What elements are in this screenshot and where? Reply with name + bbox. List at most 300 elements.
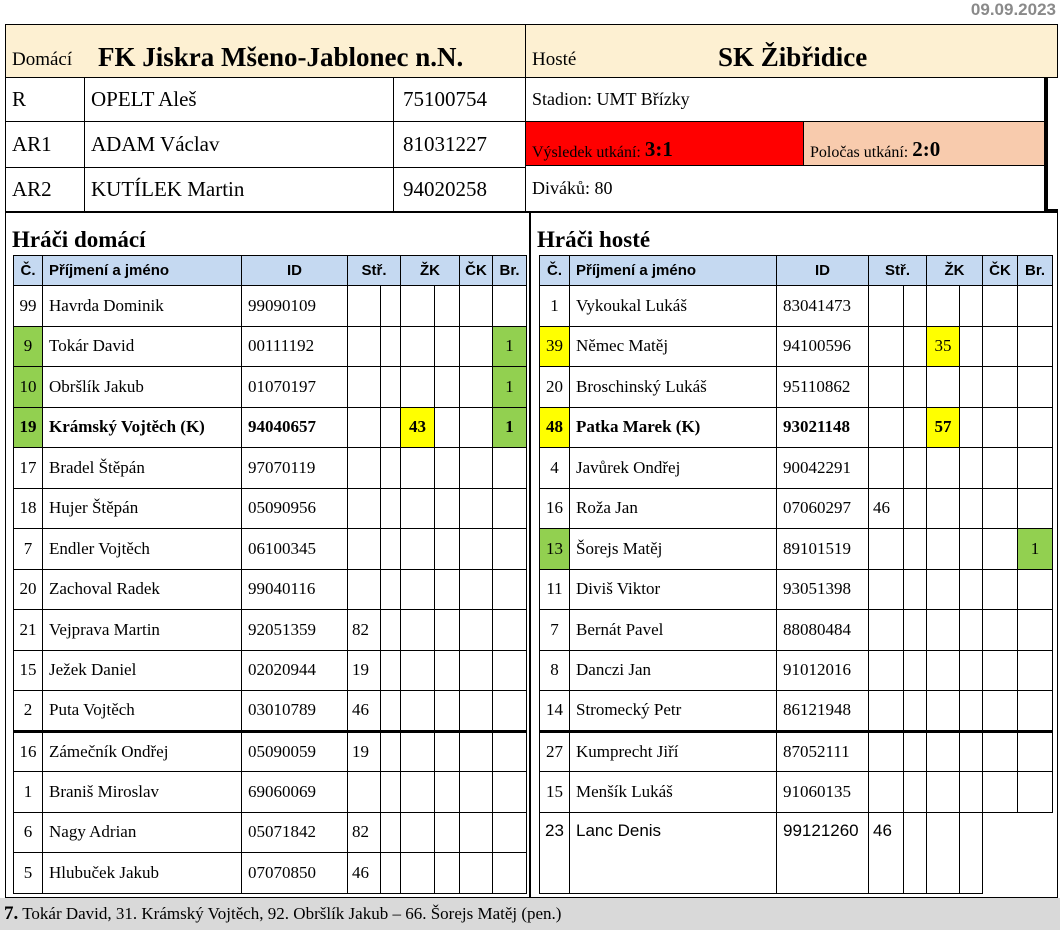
col-num: Č.	[540, 256, 570, 286]
player-second-yellow	[435, 691, 460, 732]
player-red-card	[460, 569, 493, 610]
player-goals	[1018, 367, 1053, 408]
player-row	[540, 326, 1053, 367]
result-label: Výsledek utkání:	[532, 144, 641, 161]
player-number: 15	[14, 650, 43, 691]
player-second-yellow	[960, 772, 983, 813]
sub-extra-cell	[904, 731, 927, 772]
player-goals	[1018, 772, 1053, 813]
player-red-card	[983, 367, 1018, 408]
sub-extra-cell	[904, 569, 927, 610]
home-players-title: Hráči domácí	[12, 227, 146, 252]
player-id: 05071842	[242, 812, 348, 853]
player-yellow-card	[927, 731, 960, 772]
sub-extra-cell	[381, 691, 401, 732]
player-row	[540, 286, 1053, 327]
player-name: Braniš Miroslav	[43, 772, 242, 813]
player-yellow-card	[401, 772, 435, 813]
player-yellow-card	[927, 610, 960, 651]
player-red-card	[983, 488, 1018, 529]
player-goals	[493, 610, 527, 651]
home-players-header-row	[14, 256, 527, 286]
player-number: 23	[540, 812, 570, 893]
player-number: 1	[540, 286, 570, 327]
sub-extra-cell	[904, 407, 927, 448]
player-row	[14, 367, 527, 408]
player-second-yellow	[960, 529, 983, 570]
player-row	[14, 448, 527, 489]
player-name: Havrda Dominik	[43, 286, 242, 327]
player-name: Puta Vojtěch	[43, 691, 242, 732]
player-id: 94100596	[777, 326, 869, 367]
player-name: Endler Vojtěch	[43, 529, 242, 570]
player-second-yellow	[435, 367, 460, 408]
col-name: Příjmení a jméno	[43, 256, 242, 286]
player-row	[540, 731, 1053, 772]
player-name: Vejprava Martin	[43, 610, 242, 651]
player-id: 06100345	[242, 529, 348, 570]
player-goals	[1018, 326, 1053, 367]
player-second-yellow	[960, 650, 983, 691]
player-goals: 1	[493, 326, 527, 367]
player-number: 8	[540, 650, 570, 691]
player-id: 05090956	[242, 488, 348, 529]
sub-extra-cell	[904, 488, 927, 529]
player-id: 01070197	[242, 367, 348, 408]
player-id: 02020944	[242, 650, 348, 691]
player-sub-minute	[869, 529, 904, 570]
player-number: 17	[14, 448, 43, 489]
home-team-header	[5, 24, 526, 78]
player-name: Zámečník Ondřej	[43, 731, 242, 772]
player-number: 20	[540, 367, 570, 408]
player-sub-minute	[869, 731, 904, 772]
player-goals	[493, 448, 527, 489]
goal-scorers-footer	[0, 898, 1060, 930]
player-second-yellow	[435, 529, 460, 570]
player-id: 93021148	[777, 407, 869, 448]
player-sub-minute	[869, 691, 904, 732]
player-second-yellow	[960, 731, 983, 772]
player-row	[14, 772, 527, 813]
player-red-card	[983, 731, 1018, 772]
player-yellow-card	[401, 610, 435, 651]
player-name: Bernát Pavel	[570, 610, 777, 651]
player-red-card	[983, 610, 1018, 651]
player-row	[14, 326, 527, 367]
official-name-r: OPELT Aleš	[84, 77, 394, 122]
player-row	[540, 569, 1053, 610]
sub-extra-cell	[381, 650, 401, 691]
player-goals	[1018, 569, 1053, 610]
player-sub-minute	[869, 772, 904, 813]
player-name: Krámský Vojtěch (K)	[43, 407, 242, 448]
player-second-yellow	[960, 286, 983, 327]
official-role-ar1: AR1	[5, 121, 85, 168]
player-yellow-card	[401, 529, 435, 570]
player-yellow-card: 43	[401, 407, 435, 448]
player-second-yellow	[435, 488, 460, 529]
official-id-ar1: 81031227	[393, 121, 526, 168]
player-red-card	[460, 691, 493, 732]
player-number: 9	[14, 326, 43, 367]
player-number: 16	[14, 731, 43, 772]
player-red-card	[460, 772, 493, 813]
player-name: Ježek Daniel	[43, 650, 242, 691]
player-goals	[493, 812, 527, 853]
sub-extra-cell	[904, 367, 927, 408]
official-role-r: R	[5, 77, 85, 122]
player-yellow-card	[927, 569, 960, 610]
player-row	[540, 529, 1053, 570]
sub-extra-cell	[381, 812, 401, 853]
player-number: 18	[14, 488, 43, 529]
player-goals	[1018, 610, 1053, 651]
player-number: 39	[540, 326, 570, 367]
player-red-card	[460, 286, 493, 327]
player-yellow-card	[927, 772, 960, 813]
away-players-header-row	[540, 256, 1053, 286]
player-red-card	[460, 731, 493, 772]
player-id: 91012016	[777, 650, 869, 691]
player-red-card	[983, 407, 1018, 448]
player-red-card	[983, 529, 1018, 570]
player-id: 05090059	[242, 731, 348, 772]
player-goals: 1	[1018, 529, 1053, 570]
player-number: 14	[540, 691, 570, 732]
player-yellow-card	[401, 731, 435, 772]
player-id: 89101519	[777, 529, 869, 570]
player-second-yellow	[435, 326, 460, 367]
halftime-value: 2:0	[912, 137, 941, 161]
footer-scorers-text: Tokár David, 31. Krámský Vojtěch, 92. Obršlík Jakub – 66. Šorejs Matěj (pen.)	[22, 904, 562, 923]
player-sub-minute	[869, 650, 904, 691]
player-row	[540, 650, 1053, 691]
player-red-card	[460, 610, 493, 651]
sub-extra-cell	[904, 448, 927, 489]
player-yellow-card	[927, 650, 960, 691]
player-sub-minute	[869, 367, 904, 408]
sub-extra-cell	[904, 326, 927, 367]
col-id: ID	[777, 256, 869, 286]
player-name: Němec Matěj	[570, 326, 777, 367]
player-number: 13	[540, 529, 570, 570]
sub-extra-cell	[381, 367, 401, 408]
player-yellow-card	[927, 691, 960, 732]
player-name: Roža Jan	[570, 488, 777, 529]
player-goals	[493, 529, 527, 570]
col-red-card: ČK	[983, 256, 1018, 286]
stadium-label: Stadion:	[532, 89, 593, 109]
player-number: 11	[540, 569, 570, 610]
player-yellow-card	[401, 488, 435, 529]
player-goals: 1	[493, 407, 527, 448]
sub-extra-cell	[904, 610, 927, 651]
player-name: Broschinský Lukáš	[570, 367, 777, 408]
player-id: 07070850	[242, 853, 348, 894]
player-id: 87052111	[777, 731, 869, 772]
player-number: 20	[14, 569, 43, 610]
away-team-name: SK Žibřidice	[718, 42, 868, 72]
player-row	[540, 407, 1053, 448]
player-red-card	[460, 812, 493, 853]
player-id: 99090109	[242, 286, 348, 327]
player-name: Diviš Viktor	[570, 569, 777, 610]
player-sub-minute: 82	[348, 812, 381, 853]
player-number: 19	[14, 407, 43, 448]
stadium-cell	[525, 77, 1046, 122]
player-goals	[493, 488, 527, 529]
home-players-table	[13, 255, 527, 894]
player-sub-minute: 82	[348, 610, 381, 651]
player-name: Danczi Jan	[570, 650, 777, 691]
player-row	[540, 610, 1053, 651]
player-red-card	[983, 448, 1018, 489]
player-goals	[1018, 488, 1053, 529]
player-second-yellow	[960, 326, 983, 367]
player-sub-minute: 19	[348, 731, 381, 772]
player-number: 48	[540, 407, 570, 448]
player-sub-minute: 46	[348, 853, 381, 894]
player-goals	[1018, 407, 1053, 448]
player-red-card	[460, 448, 493, 489]
player-second-yellow	[960, 812, 983, 893]
player-number: 7	[14, 529, 43, 570]
official-role-ar2: AR2	[5, 167, 85, 212]
player-red-card	[983, 286, 1018, 327]
sub-extra-cell	[904, 529, 927, 570]
player-goals	[493, 650, 527, 691]
player-name: Nagy Adrian	[43, 812, 242, 853]
sub-extra-cell	[904, 650, 927, 691]
spectators-value: 80	[594, 178, 613, 198]
result-value: 3:1	[644, 137, 673, 161]
sub-extra-cell	[381, 326, 401, 367]
home-team-name: FK Jiskra Mšeno-Jablonec n.N.	[98, 42, 464, 72]
player-row	[540, 772, 1053, 813]
player-yellow-card	[401, 650, 435, 691]
sub-extra-cell	[904, 812, 927, 893]
player-goals	[1018, 731, 1053, 772]
player-sub-minute	[869, 610, 904, 651]
player-sub-minute	[869, 326, 904, 367]
official-id-r: 75100754	[393, 77, 526, 122]
player-sub-minute	[348, 569, 381, 610]
player-row	[14, 286, 527, 327]
player-row	[14, 407, 527, 448]
player-name: Tokár David	[43, 326, 242, 367]
player-second-yellow	[435, 569, 460, 610]
player-goals	[493, 853, 527, 894]
player-goals	[493, 691, 527, 732]
player-id: 93051398	[777, 569, 869, 610]
col-yellow-card: ŽK	[927, 256, 983, 286]
player-goals	[1018, 691, 1053, 732]
official-name-ar1: ADAM Václav	[84, 121, 394, 168]
player-goals: 1	[493, 367, 527, 408]
player-name: Obršlík Jakub	[43, 367, 242, 408]
player-second-yellow	[435, 407, 460, 448]
player-red-card	[460, 407, 493, 448]
player-number: 21	[14, 610, 43, 651]
player-number: 4	[540, 448, 570, 489]
player-row	[540, 488, 1053, 529]
player-second-yellow	[960, 691, 983, 732]
player-yellow-card	[401, 569, 435, 610]
player-id: 91060135	[777, 772, 869, 813]
away-team-header	[525, 24, 1058, 78]
player-name: Šorejs Matěj	[570, 529, 777, 570]
player-red-card	[460, 326, 493, 367]
col-sub: Stř.	[869, 256, 927, 286]
player-second-yellow	[960, 569, 983, 610]
player-name: Stromecký Petr	[570, 691, 777, 732]
player-red-card	[460, 529, 493, 570]
sub-extra-cell	[381, 407, 401, 448]
player-sub-minute	[869, 448, 904, 489]
player-second-yellow	[960, 367, 983, 408]
player-yellow-card	[927, 367, 960, 408]
player-name: Menšík Lukáš	[570, 772, 777, 813]
player-row	[540, 367, 1053, 408]
player-red-card	[460, 488, 493, 529]
player-yellow-card	[401, 691, 435, 732]
sub-extra-cell	[381, 853, 401, 894]
player-sub-minute	[348, 772, 381, 813]
player-second-yellow	[960, 610, 983, 651]
player-row	[14, 731, 527, 772]
player-yellow-card	[401, 853, 435, 894]
col-num: Č.	[14, 256, 43, 286]
sub-extra-cell	[381, 488, 401, 529]
player-number: 27	[540, 731, 570, 772]
player-second-yellow	[435, 853, 460, 894]
sub-extra-cell	[381, 448, 401, 489]
sub-extra-cell	[904, 691, 927, 732]
player-red-card	[460, 853, 493, 894]
player-id: 00111192	[242, 326, 348, 367]
player-red-card	[983, 772, 1018, 813]
away-players-table	[539, 255, 1053, 894]
player-sub-minute	[348, 488, 381, 529]
player-id: 07060297	[777, 488, 869, 529]
player-name: Hlubuček Jakub	[43, 853, 242, 894]
player-yellow-card	[401, 326, 435, 367]
col-goals: Br.	[493, 256, 527, 286]
spectators-cell	[525, 165, 1046, 212]
player-yellow-card	[401, 367, 435, 408]
player-name: Hujer Štěpán	[43, 488, 242, 529]
player-second-yellow	[435, 772, 460, 813]
player-sub-minute	[348, 448, 381, 489]
player-sub-minute	[348, 367, 381, 408]
player-yellow-card	[927, 488, 960, 529]
player-yellow-card	[401, 812, 435, 853]
spectators-label: Diváků:	[532, 178, 590, 198]
official-id-ar2: 94020258	[393, 167, 526, 212]
player-row	[14, 853, 527, 894]
player-goals	[1018, 448, 1053, 489]
player-sub-minute	[348, 407, 381, 448]
player-goals	[1018, 286, 1053, 327]
player-id: 94040657	[242, 407, 348, 448]
player-row	[14, 650, 527, 691]
halftime-label: Poločas utkání:	[810, 144, 909, 161]
player-second-yellow	[435, 650, 460, 691]
player-red-card	[983, 812, 1018, 893]
player-second-yellow	[435, 610, 460, 651]
sub-extra-cell	[381, 286, 401, 327]
player-sub-minute	[348, 529, 381, 570]
col-goals: Br.	[1018, 256, 1053, 286]
player-second-yellow	[960, 488, 983, 529]
player-row	[14, 529, 527, 570]
away-players-panel	[530, 212, 1058, 898]
sub-extra-cell	[904, 772, 927, 813]
sub-extra-cell	[904, 286, 927, 327]
player-sub-minute	[348, 326, 381, 367]
player-goals	[493, 772, 527, 813]
player-name: Lanc Denis	[570, 812, 777, 893]
player-row	[540, 812, 1053, 893]
col-yellow-card: ŽK	[401, 256, 460, 286]
footer-first-minute: 7.	[4, 903, 19, 924]
official-name-ar2: KUTÍLEK Martin	[84, 167, 394, 212]
player-id: 88080484	[777, 610, 869, 651]
sub-extra-cell	[381, 529, 401, 570]
player-second-yellow	[960, 407, 983, 448]
player-yellow-card: 57	[927, 407, 960, 448]
player-id: 03010789	[242, 691, 348, 732]
player-yellow-card	[401, 448, 435, 489]
home-label: Domácí	[12, 49, 73, 70]
player-number: 99	[14, 286, 43, 327]
sub-extra-cell	[381, 772, 401, 813]
player-yellow-card	[927, 812, 960, 893]
player-red-card	[983, 569, 1018, 610]
player-sub-minute: 46	[348, 691, 381, 732]
player-yellow-card	[927, 448, 960, 489]
player-yellow-card	[927, 529, 960, 570]
player-row	[14, 569, 527, 610]
player-number: 6	[14, 812, 43, 853]
player-goals	[1018, 650, 1053, 691]
player-id: 83041473	[777, 286, 869, 327]
player-number: 10	[14, 367, 43, 408]
player-sub-minute: 19	[348, 650, 381, 691]
player-goals	[493, 731, 527, 772]
player-red-card	[983, 326, 1018, 367]
player-goals	[1018, 812, 1053, 893]
player-name: Bradel Štěpán	[43, 448, 242, 489]
player-second-yellow	[435, 448, 460, 489]
player-red-card	[460, 650, 493, 691]
player-yellow-card: 35	[927, 326, 960, 367]
player-id: 92051359	[242, 610, 348, 651]
player-red-card	[983, 691, 1018, 732]
player-second-yellow	[435, 731, 460, 772]
player-id: 90042291	[777, 448, 869, 489]
player-id: 69060069	[242, 772, 348, 813]
player-id: 95110862	[777, 367, 869, 408]
player-name: Vykoukal Lukáš	[570, 286, 777, 327]
player-sub-minute	[348, 286, 381, 327]
player-sub-minute: 46	[869, 488, 904, 529]
player-id: 86121948	[777, 691, 869, 732]
player-number: 16	[540, 488, 570, 529]
player-id: 97070119	[242, 448, 348, 489]
result-cell	[525, 121, 804, 166]
